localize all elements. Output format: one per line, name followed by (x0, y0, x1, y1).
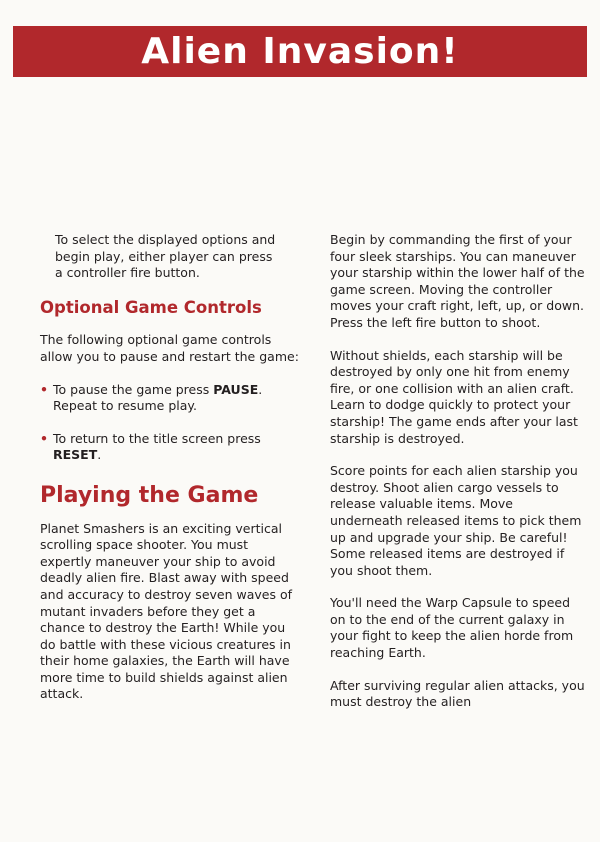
title-banner (13, 26, 587, 77)
playing-game-heading: Playing the Game (40, 482, 259, 508)
reset-key-label: RESET (53, 447, 98, 463)
intro-paragraph: To select the displayed options and begin play, either player can press a controller fire button. (55, 232, 276, 281)
optional-controls-heading: Optional Game Controls (40, 297, 262, 317)
paragraph-starships: Begin by commanding the first of your four sleek starships. You can maneuver your starship within the lower half of the game screen. Moving the controller moves your craft right, left, up, or down. Press the left fire button to shoot. (330, 232, 585, 330)
page-title: Alien Invasion! (141, 31, 459, 72)
left-column (40, 232, 300, 703)
list-item (40, 431, 300, 464)
list-item-tail: . Repeat to resume play. (53, 381, 263, 414)
list-item-text: To pause the game press (53, 381, 214, 397)
paragraph-score: Score points for each alien starship you destroy. Shoot alien cargo vessels to release valuable items. Move underneath released items to pick them up and upgrade your ship. Be careful! Some released items are destroyed if you shoot them. (330, 463, 582, 578)
paragraph-warp: You'll need the Warp Capsule to speed on to the end of the current galaxy in your fight to keep the alien horde from reaching Earth. (330, 595, 574, 661)
list-item-tail: . (97, 447, 102, 463)
bullet-icon: • (40, 381, 48, 397)
optional-controls-text: The following optional game controls allow you to pause and restart the game: (40, 332, 299, 364)
right-column (330, 232, 585, 711)
list-item (40, 382, 300, 415)
playing-game-text: Planet Smashers is an exciting vertical scrolling space shooter. You must expertly maneuver your ship to avoid deadly alien fire. Blast away with speed and accuracy to destroy seven waves of mutant invaders before they get a chance to destroy the Earth! While you do battle with these vicious creatures in their home galaxies, the Earth will have more time to build shields against alien attack. (40, 520, 292, 702)
paragraph-after: After surviving regular alien attacks, you must destroy the alien (330, 677, 585, 710)
list-item-text: To return to the title screen press (53, 430, 261, 446)
bullet-icon: • (40, 430, 48, 446)
paragraph-shields: Without shields, each starship will be destroyed by only one hit from enemy fire, or one collision with an alien craft. Learn to dodge quickly to protect your starship! The game ends after your last starship is destroyed. (330, 347, 578, 446)
pause-key-label: PAUSE (213, 381, 259, 397)
controls-list (40, 382, 300, 464)
